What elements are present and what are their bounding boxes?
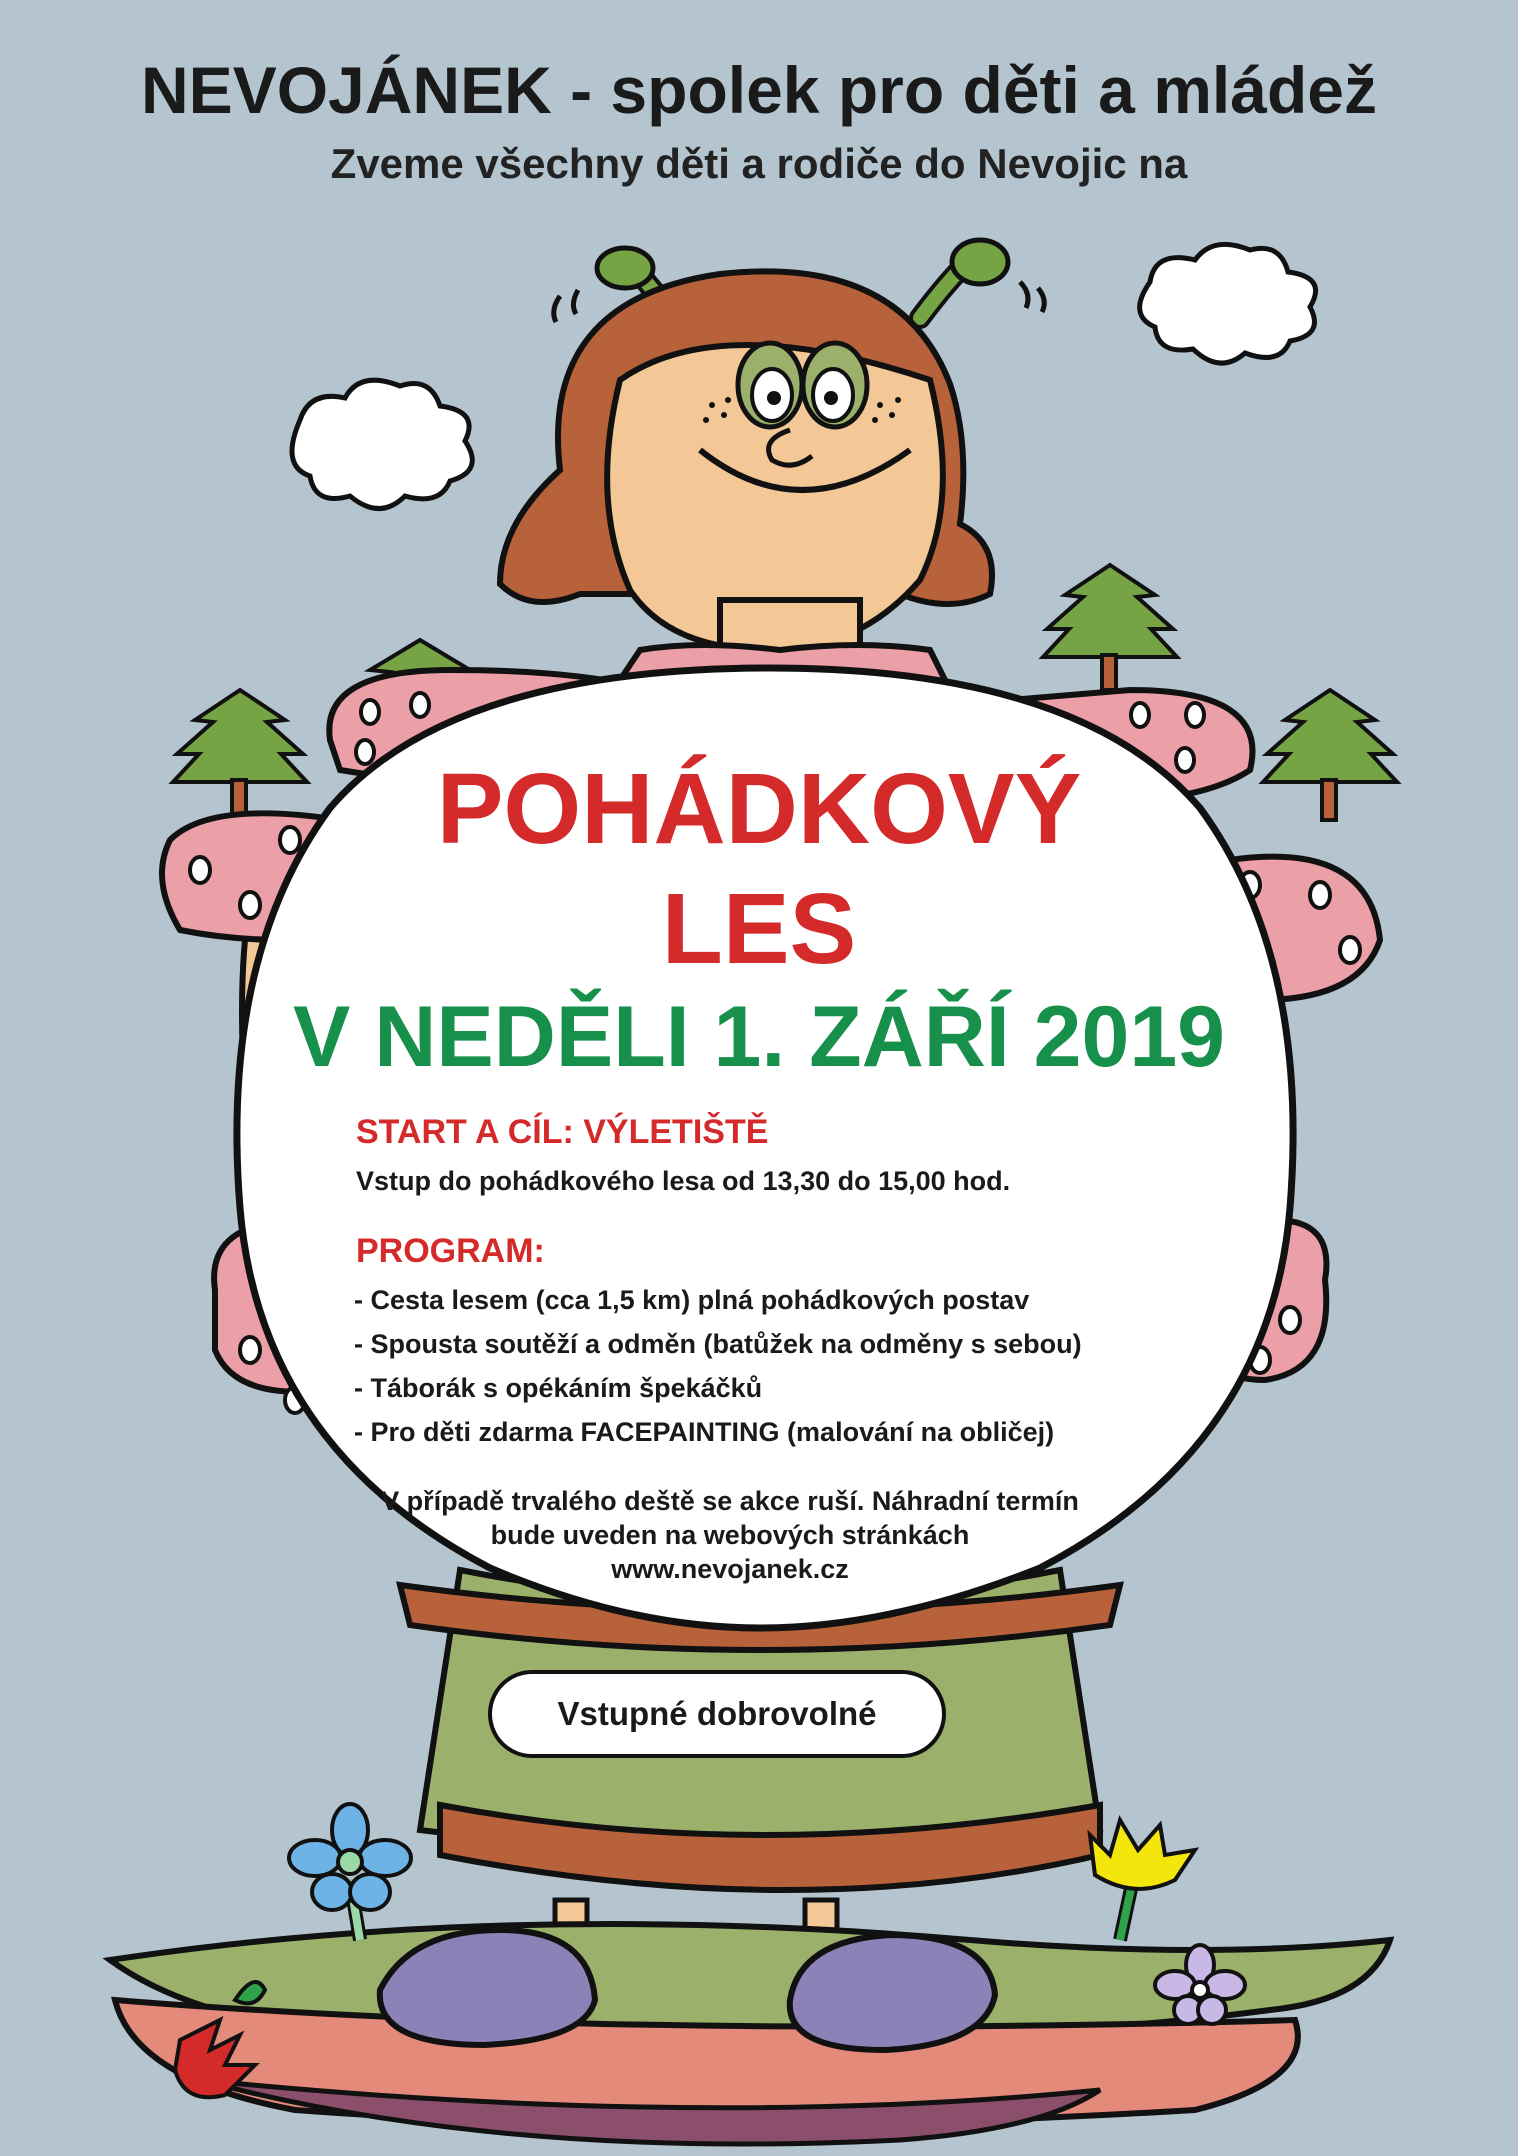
- event-title-line1: POHÁDKOVÝ: [436, 753, 1082, 865]
- flower-icon: [1090, 1820, 1195, 1940]
- invitation-text: Zveme všechny děti a rodiče do Nevojic na: [330, 140, 1188, 187]
- tree-icon: [1043, 565, 1177, 690]
- program-item: - Táborák s opékáním špekáčků: [354, 1373, 763, 1403]
- program-item: - Pro děti zdarma FACEPAINTING (malování na obličej): [354, 1417, 1055, 1447]
- shoe: [790, 1935, 995, 2050]
- entry-time: Vstup do pohádkového lesa od 13,30 do 15,00 hod.: [356, 1166, 1011, 1196]
- event-title-line2: LES: [661, 873, 857, 985]
- rain-note: [300, 1484, 1160, 1586]
- program-item: - Cesta lesem (cca 1,5 km) plná pohádkových postav: [354, 1285, 1030, 1315]
- flower-icon: [289, 1804, 411, 1940]
- event-date: V NEDĚLI 1. ZÁŘÍ 2019: [293, 989, 1225, 1085]
- program-item: - Spousta soutěží a odměn (batůžek na odměny s sebou): [354, 1329, 1082, 1359]
- rain-note-line: bude uveden na webových stránkách: [490, 1520, 970, 1550]
- rain-note-line: V případě trvalého deště se akce ruší. Náhradní termín: [381, 1486, 1079, 1516]
- start-heading: START A CÍL: VÝLETIŠTĚ: [356, 1113, 769, 1151]
- website-link[interactable]: www.nevojanek.cz: [611, 1554, 849, 1584]
- admission-text: Vstupné dobrovolné: [557, 1695, 877, 1732]
- program-heading: PROGRAM:: [356, 1232, 545, 1270]
- program-list: [354, 1278, 1254, 1454]
- cloud-icon: [1140, 244, 1316, 363]
- organization-title: NEVOJÁNEK - spolek pro děti a mládež: [141, 53, 1377, 127]
- cloud-icon: [292, 380, 472, 508]
